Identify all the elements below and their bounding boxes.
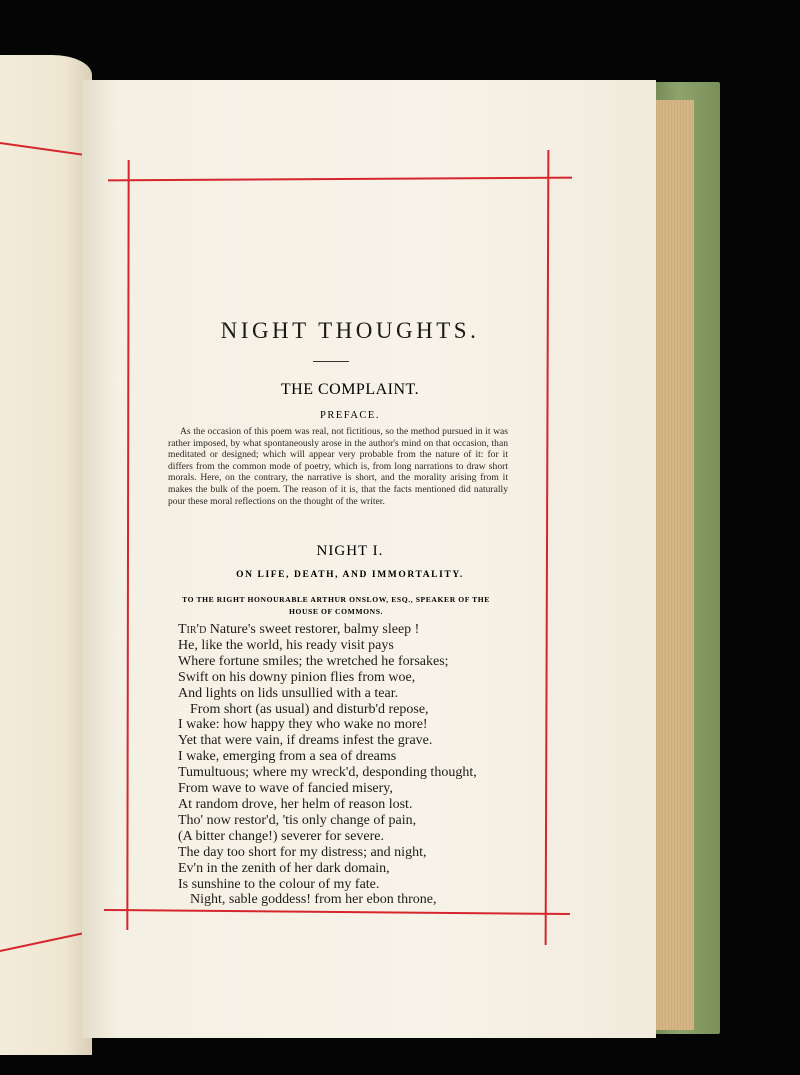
poem-line: Tumultuous; where my wreck'd, desponding thought, bbox=[178, 765, 477, 781]
poem-line: Is sunshine to the colour of my fate. bbox=[178, 876, 380, 892]
poem-line: And lights on lids unsullied with a tear. bbox=[178, 685, 399, 701]
preface-heading: PREFACE. bbox=[320, 410, 380, 421]
night-heading: NIGHT I. bbox=[316, 543, 384, 559]
night-subtitle: ON LIFE, DEATH, AND IMMORTALITY. bbox=[236, 570, 464, 580]
preface-paragraph: As the occasion of this poem was real, not fictitious, so the method pursued in it was rather imposed, by what spontaneously arose in the author's mind on that occasion, than meditated or designed; which will appear very probable from the nature of it: for it differs from the common mode of poetry, which is, from long narrations to draw short morals. Here, on the contrary, the narrative is short, and the morality arising from it makes the bulk of the poem. The reason of it is, that the facts mentioned did naturally pour these moral reflections on the thought of the writer. bbox=[168, 426, 508, 507]
book-title: NIGHT THOUGHTS. bbox=[220, 318, 480, 343]
poem-first-word: Tir'd bbox=[178, 622, 207, 637]
title-divider bbox=[313, 361, 349, 362]
poem-line: I wake, emerging from a sea of dreams bbox=[178, 749, 397, 765]
dedication bbox=[166, 594, 506, 618]
poem-line: From wave to wave of fancied misery, bbox=[178, 781, 393, 797]
dedication-line-1: TO THE RIGHT HONOURABLE ARTHUR ONSLOW, ESQ., SPEAKER OF THE bbox=[182, 595, 490, 604]
poem-line: I wake: how happy they who wake no more! bbox=[178, 717, 428, 733]
poem-line: Where fortune smiles; the wretched he forsakes; bbox=[178, 653, 449, 669]
dedication-line-2: HOUSE OF COMMONS. bbox=[288, 607, 384, 616]
poem-line: The day too short for my distress; and night, bbox=[178, 844, 427, 860]
poem-line: Night, sable goddess! from her ebon throne, bbox=[190, 892, 437, 908]
page-edges bbox=[652, 100, 694, 1030]
poem-line: He, like the world, his ready visit pays bbox=[178, 637, 394, 653]
poem-line: At random drove, her helm of reason lost. bbox=[178, 796, 413, 812]
poem-line: (A bitter change!) severer for severe. bbox=[178, 828, 385, 844]
poem-line: Swift on his downy pinion flies from woe, bbox=[178, 669, 416, 685]
preface-text bbox=[168, 426, 508, 507]
poem-line bbox=[178, 622, 538, 638]
poem-line: Tho' now restor'd, 'tis only change of pain, bbox=[178, 812, 417, 828]
poem-line: From short (as usual) and disturb'd repose, bbox=[190, 701, 429, 717]
poem-line: Yet that were vain, if dreams infest the grave. bbox=[178, 733, 433, 749]
section-heading: THE COMPLAINT. bbox=[280, 381, 420, 398]
poem-line: Ev'n in the zenith of her dark domain, bbox=[178, 860, 390, 876]
left-page bbox=[0, 55, 92, 1055]
poem bbox=[178, 622, 538, 908]
poem-first-line-rest: Nature's sweet restorer, balmy sleep ! bbox=[206, 622, 420, 637]
